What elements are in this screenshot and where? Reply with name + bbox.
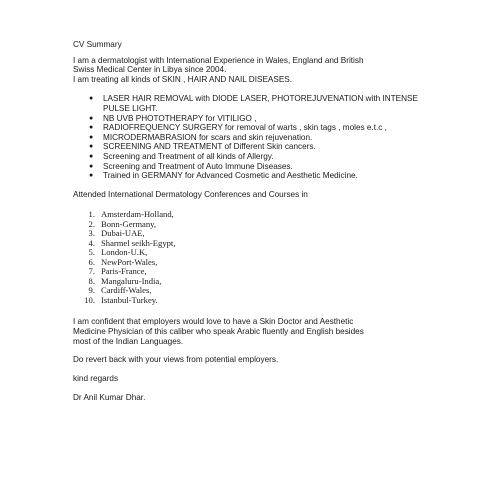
service-item: ● SCREENING AND TREATMENT of Different Skin cancers. (89, 142, 316, 152)
regards-line: kind regards (73, 373, 119, 383)
bullet-icon: ● (89, 143, 94, 151)
intro-line: I am a dermatologist with International Experience in Wales, England and British (73, 55, 364, 65)
intro-line: I am treating all kinds of SKIN , HAIR AND NAIL DISEASES. (73, 74, 293, 84)
service-item: ● LASER HAIR REMOVAL with DIODE LASER, PHOTOREJUVENATION with INTENSE PULSE LIGHT. (89, 94, 418, 113)
closing-line: Medicine Physician of this caliber who speak Arabic fluently and English besides (73, 326, 364, 336)
conference-item: 8. Mangaluru-India, (88, 275, 162, 286)
bullet-icon: ● (89, 172, 94, 180)
closing-line: most of the Indian Languages. (73, 336, 184, 346)
conference-item: 7. Paris-France, (88, 266, 147, 277)
bullet-icon: ● (89, 152, 94, 160)
conference-item: 4. Sharmel seikh-Egypt, (88, 237, 176, 248)
bullet-icon: ● (89, 114, 94, 122)
conference-item: 9. Cardiff-Wales, (88, 285, 152, 296)
revert-line: Do revert back with your views from potential employers. (73, 355, 279, 365)
bullet-icon: ● (89, 95, 94, 103)
service-item: ● RADIOFREQUENCY SURGERY for removal of warts , skin tags , moles e.t.c , (89, 123, 387, 133)
service-item: ● NB UVB PHOTOTHERAPY for VITILIGO , (89, 113, 257, 123)
service-item: ● Screening and Treatment of Auto Immune Diseases. (89, 161, 293, 171)
signature: Dr Anil Kumar Dhar. (73, 393, 146, 403)
conference-item: 5. London-U.K, (88, 247, 148, 258)
bullet-icon: ● (89, 133, 94, 141)
services-list (73, 94, 433, 180)
closing-line: I am confident that employers would love to have a Skin Doctor and Aesthetic (73, 317, 354, 327)
conferences-heading: Attended International Dermatology Conferences and Courses in (73, 189, 308, 199)
document-page (73, 40, 433, 403)
intro-paragraph (73, 56, 433, 85)
conference-item: 1. Amsterdam-Holland, (88, 209, 174, 220)
document-title: CV Summary (73, 40, 122, 49)
closing-paragraph (73, 317, 433, 346)
conference-item: 3. Dubai-UAE, (88, 228, 145, 239)
conference-item: 2. Bonn-Germany, (88, 218, 157, 229)
service-item: ● Trained in GERMANY for Advanced Cosmetic and Aesthetic Medicine. (89, 171, 358, 181)
service-item: ● MICRODERMABRASION for scars and skin rejuvenation. (89, 132, 313, 142)
conference-item: 10. Istanbul-Turkey. (84, 294, 158, 305)
bullet-icon: ● (89, 124, 94, 132)
intro-line: Swiss Medical Center in Libya since 2004. (73, 65, 227, 75)
conference-item: 6. NewPort-Wales, (88, 256, 158, 267)
conferences-list (73, 210, 433, 305)
service-item: ● Screening and Treatment of all kinds of Allergy. (89, 151, 274, 161)
bullet-icon: ● (89, 162, 94, 170)
